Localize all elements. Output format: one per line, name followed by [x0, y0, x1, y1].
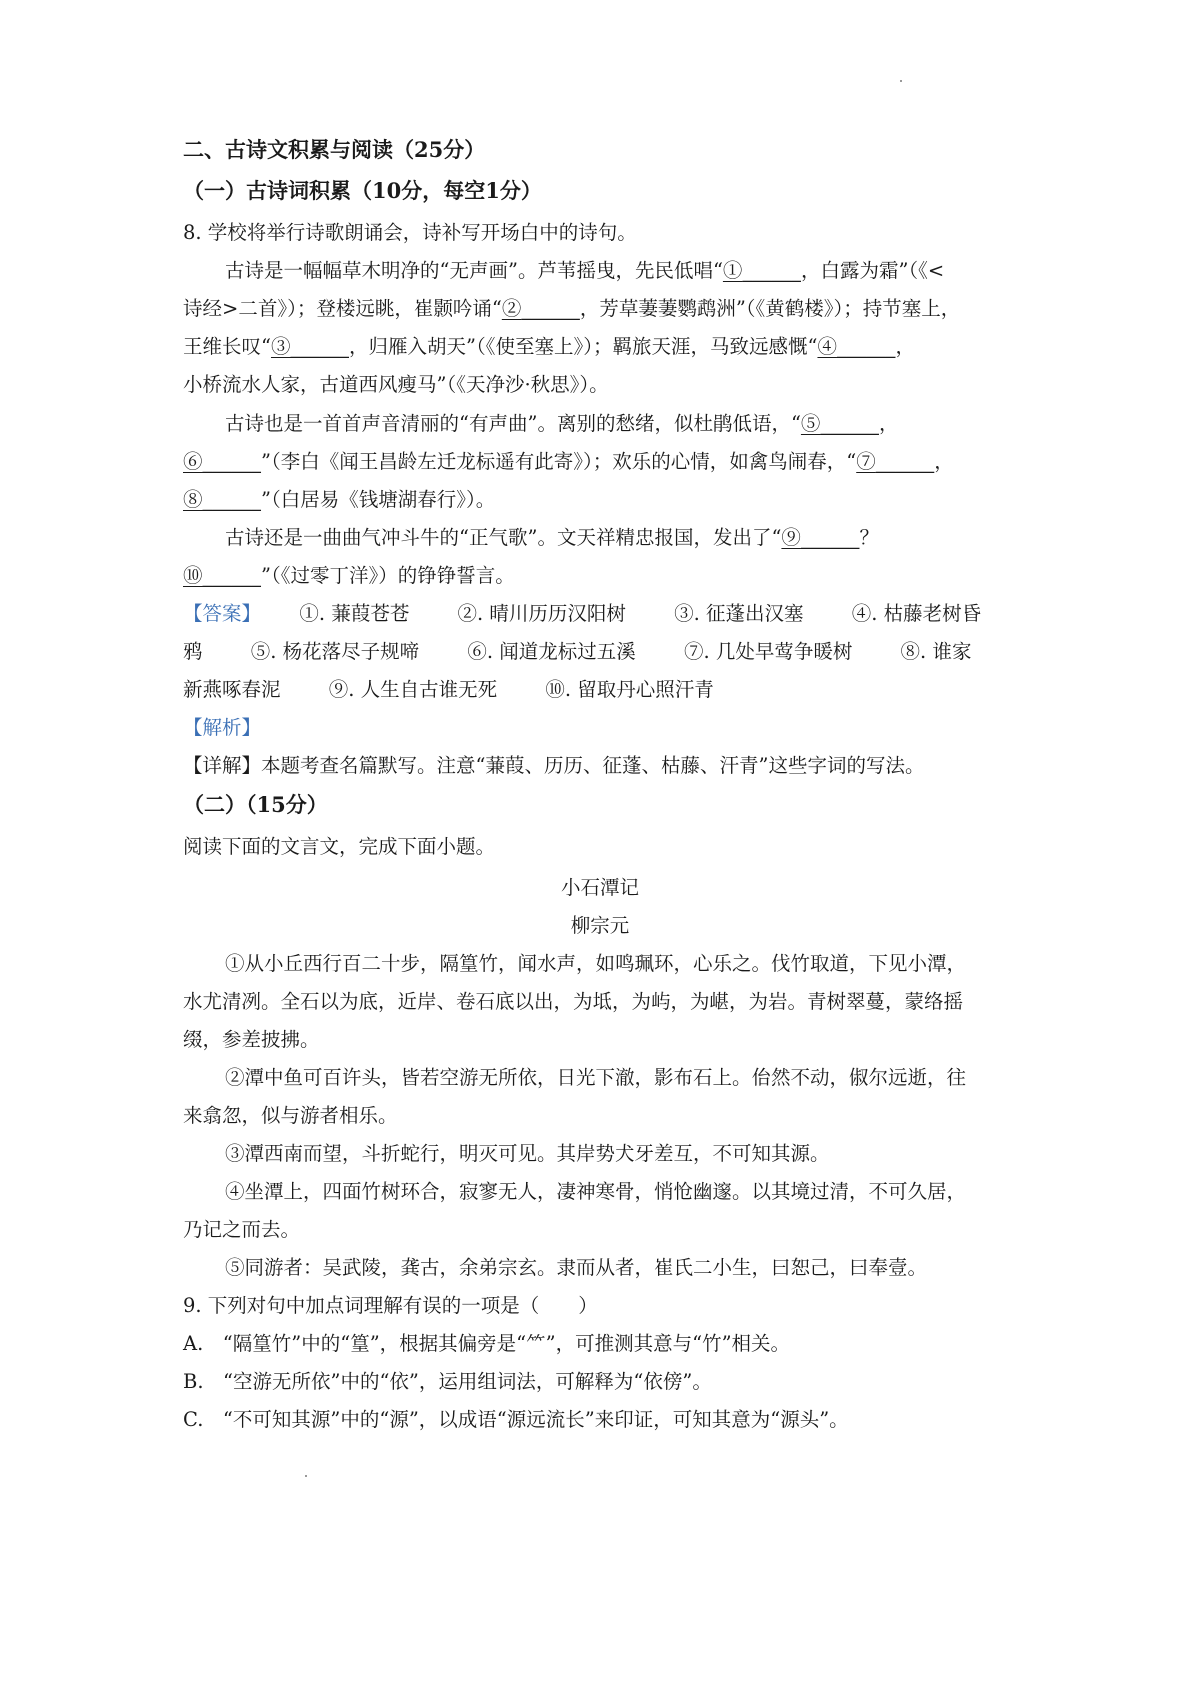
q9-option-c: C. “不可知其源”中的“源”，以成语“源远流长”来印证，可知其意为“源头”。: [183, 1408, 849, 1431]
q8-paragraph1-line1: [225, 256, 1045, 286]
question-9-stem: 9. 下列对句中加点词理解有误的一项是（ ）: [183, 1294, 598, 1317]
line-text: ，: [895, 335, 915, 358]
answer-item: ②. 晴川历历汉阳树: [457, 602, 626, 625]
passage-line: ③潭西南而望，斗折蛇行，明灭可见。其岸势犬牙差互，不可知其源。: [225, 1142, 830, 1165]
q8-paragraph3-line2: [183, 561, 1043, 591]
passage-title: 小石潭记: [560, 876, 639, 899]
answer-item: ⑤. 杨花落尽子规啼: [250, 640, 420, 663]
blank-number: ④: [817, 335, 837, 358]
blank-number: ⑩: [183, 564, 203, 587]
blank-number: ⑨: [781, 526, 801, 549]
answer-item: ⑧. 谁家: [900, 640, 972, 663]
line-text: ”（白居易《钱塘湖春行》）。: [261, 488, 496, 511]
fill-in-blank: ______: [521, 297, 580, 320]
passage-line: ①从小丘西行百二十步，隔篁竹，闻水声，如鸣珮环，心乐之。伐竹取道，下见小潭，: [225, 952, 967, 975]
q9-option-b: B. “空游无所依”中的“依”，运用组词法，可解释为“依傍”。: [183, 1370, 712, 1393]
section-title: 二、古诗文积累与阅读（25分）: [183, 137, 486, 162]
answer-item: ⑦. 几处早莺争暖树: [683, 640, 853, 663]
answer-item: 鸦: [183, 640, 203, 663]
line-text: ，: [878, 412, 899, 435]
answer-item: ⑨. 人生自古谁无死: [328, 678, 498, 701]
line-text: 王维长叹“: [183, 335, 271, 358]
passage-line: ⑤同游者：吴武陵，龚古，余弟宗玄。隶而从者，崔氏二小生，曰恕己，曰奉壹。: [225, 1256, 928, 1279]
scan-speck: [305, 1475, 307, 1477]
q8-paragraph3-line1: [225, 523, 1045, 553]
answer-item: ⑩. 留取丹心照汗青: [545, 678, 714, 701]
blank-number: ③: [270, 335, 291, 358]
answer-item: ⑥. 闻道龙标过五溪: [467, 640, 636, 663]
line-text: ，白露为霜”（《<: [800, 259, 945, 282]
line-text: ？: [859, 526, 879, 549]
q8-paragraph2-line2: [183, 447, 1043, 477]
fill-in-blank: ______: [202, 564, 262, 587]
question-8-stem: 8. 学校将举行诗歌朗诵会，诗补写开场白中的诗句。: [183, 221, 637, 244]
line-text: ，芳草萋萋鹦鹉洲”（《黄鹤楼》）；持节塞上，: [579, 297, 961, 320]
fill-in-blank: ______: [836, 335, 896, 358]
passage-line: 缀，参差披拂。: [183, 1028, 320, 1051]
line-text: ”（《过零丁洋》）的铮铮誓言。: [261, 564, 515, 587]
answer-item: ④. 枯藤老树昏: [851, 602, 982, 625]
passage-line: ④坐潭上，四面竹树环合，寂寥无人，凄神寒骨，悄怆幽邃。以其境过清，不可久居，: [225, 1180, 967, 1203]
blank-number: ②: [501, 297, 522, 320]
part1-title: （一）古诗词积累（10分，每空1分）: [183, 178, 542, 203]
line-text: 诗经>二首》）；登楼远眺，崔颢吟诵“: [183, 297, 502, 320]
passage-line: 来翕忽，似与游者相乐。: [183, 1104, 398, 1127]
scan-speck: [900, 80, 902, 82]
blank-number: ⑥: [183, 450, 203, 473]
fill-in-blank: ______: [202, 450, 262, 473]
answer-item: 新燕啄春泥: [183, 678, 281, 701]
answer-line-3: [183, 675, 1043, 705]
line-text: ，归雁入胡天”（《使至塞上》）；羁旅天涯，马致远感慨“: [349, 335, 818, 358]
part2-title: （二）（15分）: [183, 792, 328, 817]
q8-paragraph2-line1: [225, 409, 1045, 439]
fill-in-blank: ______: [290, 335, 349, 358]
q8-paragraph1-line3: [183, 332, 1043, 362]
blank-number: ⑦: [856, 450, 876, 473]
line-text: 小桥流水人家，古道西风瘦马”（《天净沙·秋思》）。: [183, 373, 609, 396]
passage-line: ②潭中鱼可百许头，皆若空游无所依，日光下澈，影布石上。佁然不动，俶尔远逝，往: [225, 1066, 967, 1089]
line-text: 古诗也是一首首声音清丽的“有声曲”。离别的愁绪，似杜鹃低语，“: [225, 412, 801, 435]
detail-explanation: 【详解】本题考查名篇默写。注意“蒹葭、历历、征蓬、枯藤、汗青”这些字词的写法。: [183, 754, 925, 777]
line-text: 古诗还是一曲曲气冲斗牛的“正气歌”。文天祥精忠报国，发出了“: [225, 526, 782, 549]
line-text: ，: [934, 450, 954, 473]
fill-in-blank: ______: [202, 488, 262, 511]
answer-item: ③. 征蓬出汉塞: [674, 602, 804, 625]
q8-paragraph1-line2: [183, 294, 1043, 324]
fill-in-blank: ______: [820, 412, 879, 435]
passage-line: 水尤清冽。全石以为底，近岸、卷石底以出，为坻，为屿，为嵁，为岩。青树翠蔓，蒙络摇: [183, 990, 964, 1013]
blank-number: ⑤: [800, 412, 821, 435]
answer-line-2: [183, 637, 1043, 667]
blank-number: ①: [722, 259, 743, 282]
blank-number: ⑧: [183, 488, 203, 511]
passage-line: 乃记之而去。: [183, 1218, 301, 1241]
q9-option-a: A. “隔篁竹”中的“篁”，根据其偏旁是“⺮”，可推测其意与“竹”相关。: [183, 1332, 791, 1355]
answer-item: ①. 蒹葭苍苍: [299, 602, 410, 625]
fill-in-blank: ______: [742, 259, 801, 282]
fill-in-blank: ______: [800, 526, 860, 549]
analysis-label: 【解析】: [183, 716, 262, 739]
line-text: ”（李白《闻王昌龄左迁龙标遥有此寄》）；欢乐的心情，如禽鸟闹春，“: [261, 450, 857, 473]
answer-line-1: [183, 599, 1043, 629]
passage-author: 柳宗元: [570, 914, 630, 937]
line-text: 古诗是一幅幅草木明净的“无声画”。芦苇摇曳，先民低唱“: [225, 259, 723, 282]
q8-paragraph2-line3: [183, 485, 1043, 515]
q8-paragraph1-line4: [183, 370, 1043, 400]
part2-intro: 阅读下面的文言文，完成下面小题。: [183, 835, 496, 858]
fill-in-blank: ______: [875, 450, 935, 473]
answer-label: 【答案】: [183, 602, 262, 625]
